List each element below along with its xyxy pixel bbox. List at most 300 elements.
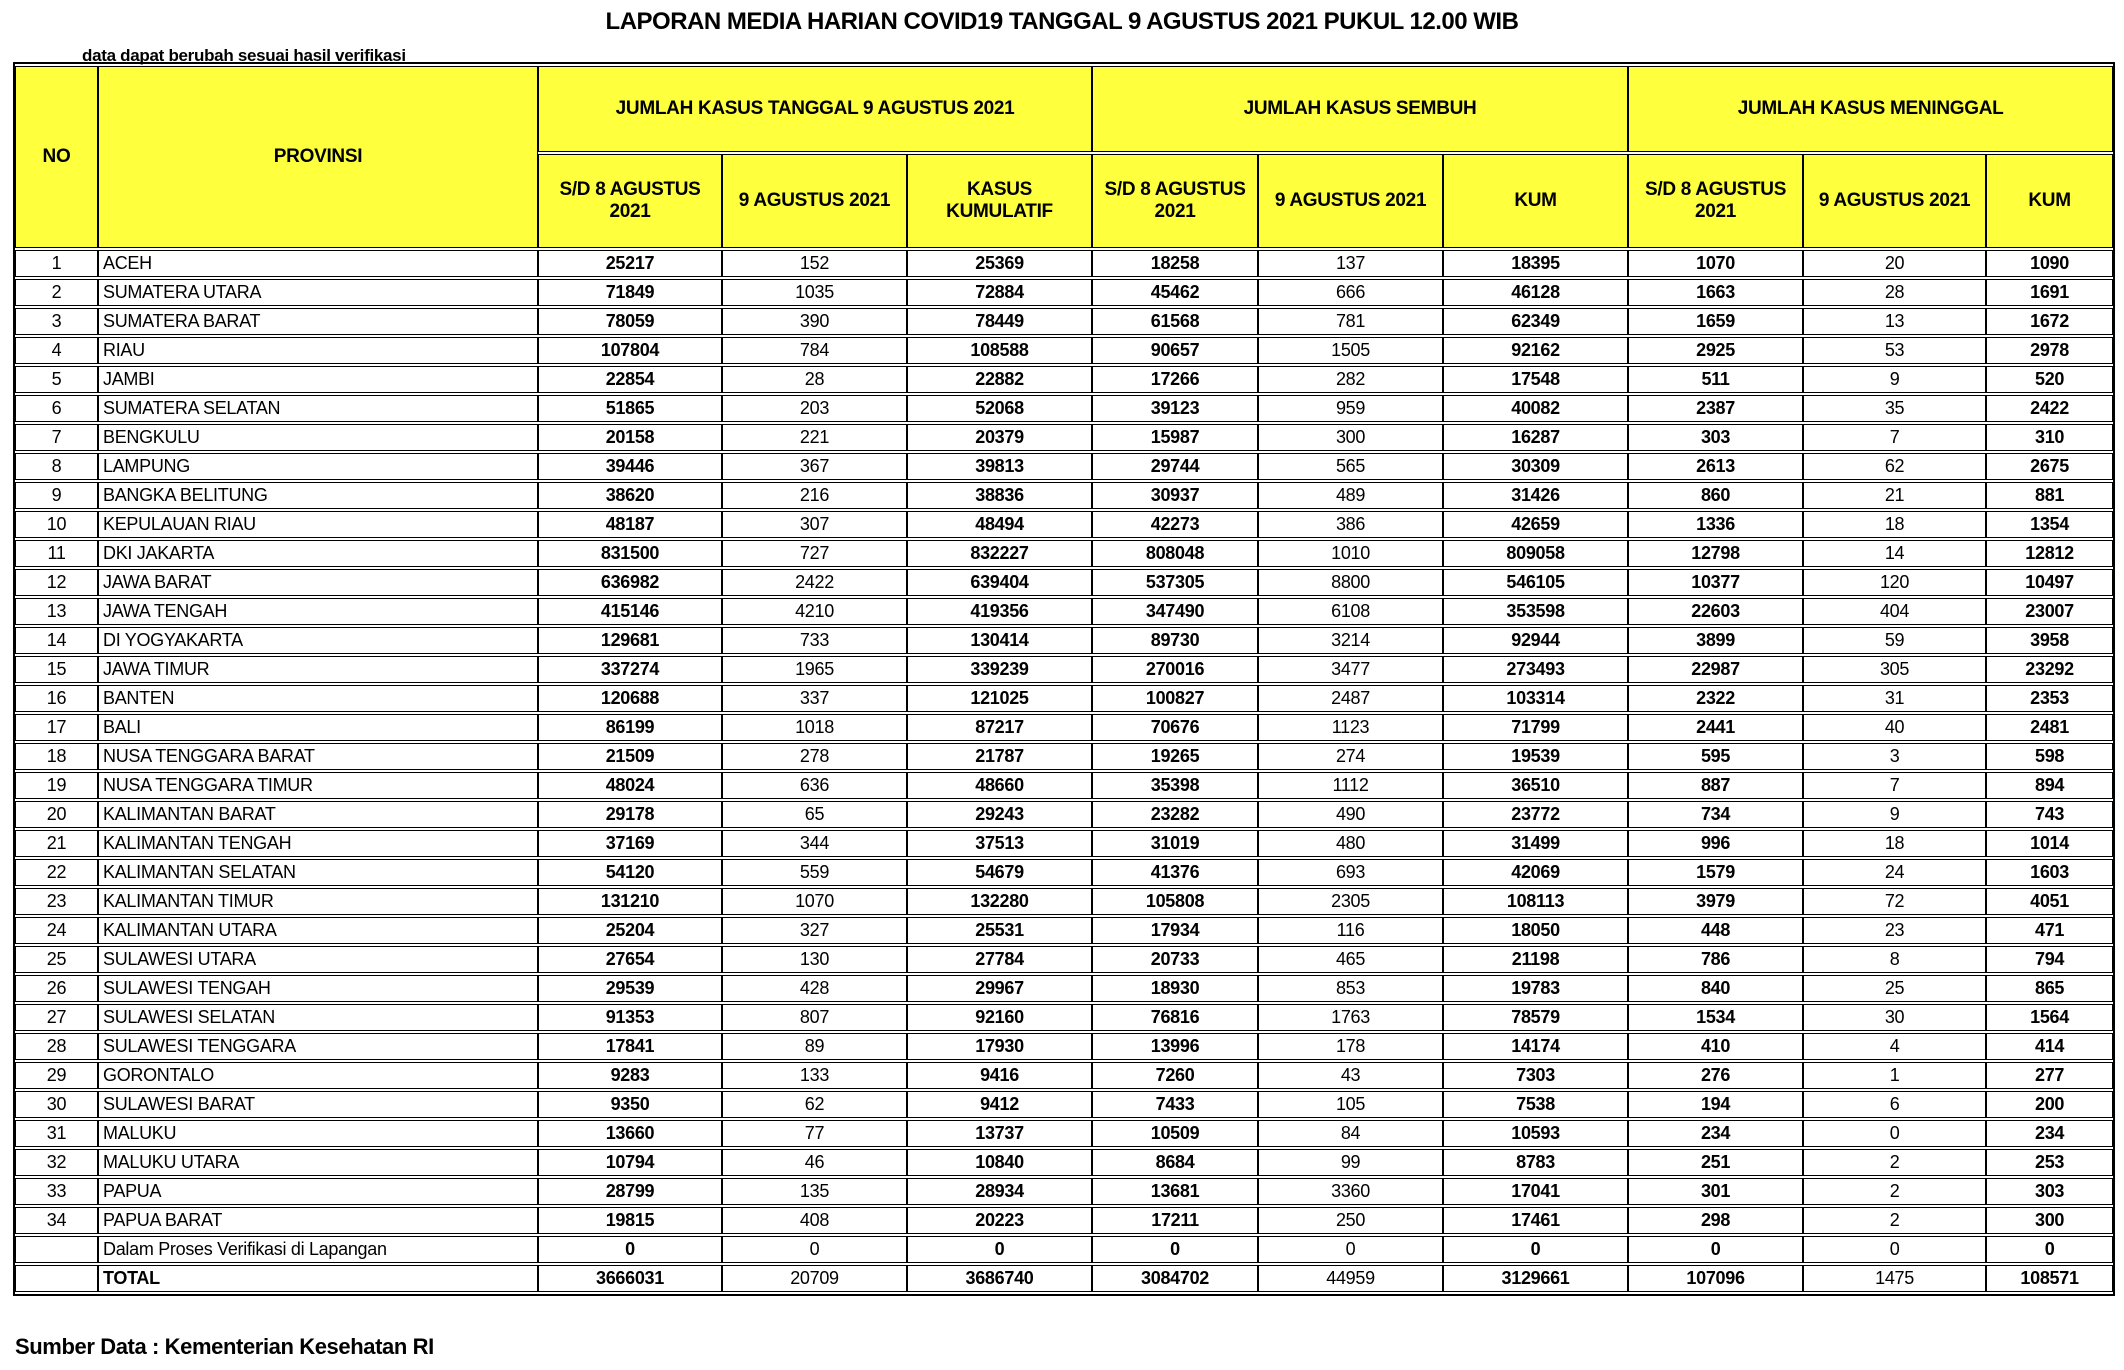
value-cell: 1663 bbox=[1628, 279, 1803, 306]
value-cell: 2978 bbox=[1986, 337, 2113, 364]
value-cell: 89 bbox=[722, 1033, 907, 1060]
value-cell: 28 bbox=[722, 366, 907, 393]
table-row bbox=[15, 569, 2113, 596]
value-cell: 0 bbox=[1258, 1236, 1443, 1263]
value-cell: 282 bbox=[1258, 366, 1443, 393]
table-row bbox=[15, 1120, 2113, 1147]
row-number: 23 bbox=[15, 888, 98, 915]
table-row bbox=[15, 1207, 2113, 1234]
header-group-meninggal: JUMLAH KASUS MENINGGAL bbox=[1628, 66, 2113, 152]
value-cell: 781 bbox=[1258, 308, 1443, 335]
value-cell: 4051 bbox=[1986, 888, 2113, 915]
value-cell: 546105 bbox=[1443, 569, 1628, 596]
table-row bbox=[15, 975, 2113, 1002]
value-cell: 733 bbox=[722, 627, 907, 654]
province-name: LAMPUNG bbox=[98, 453, 538, 480]
row-number: 3 bbox=[15, 308, 98, 335]
value-cell: 52068 bbox=[907, 395, 1092, 422]
value-cell: 419356 bbox=[907, 598, 1092, 625]
value-cell: 22882 bbox=[907, 366, 1092, 393]
header-sembuh-sd-8-agustus: S/D 8 AGUSTUS 2021 bbox=[1092, 154, 1258, 248]
table-row bbox=[15, 714, 2113, 741]
value-cell: 36510 bbox=[1443, 772, 1628, 799]
value-cell: 17211 bbox=[1092, 1207, 1258, 1234]
value-cell: 20709 bbox=[722, 1265, 907, 1292]
value-cell: 78579 bbox=[1443, 1004, 1628, 1031]
province-name: RIAU bbox=[98, 337, 538, 364]
value-cell: 29744 bbox=[1092, 453, 1258, 480]
value-cell: 9 bbox=[1803, 366, 1986, 393]
row-number: 24 bbox=[15, 917, 98, 944]
value-cell: 99 bbox=[1258, 1149, 1443, 1176]
value-cell: 2387 bbox=[1628, 395, 1803, 422]
value-cell: 996 bbox=[1628, 830, 1803, 857]
row-number: 28 bbox=[15, 1033, 98, 1060]
value-cell: 7303 bbox=[1443, 1062, 1628, 1089]
value-cell: 31019 bbox=[1092, 830, 1258, 857]
province-name: DKI JAKARTA bbox=[98, 540, 538, 567]
value-cell: 1018 bbox=[722, 714, 907, 741]
value-cell: 2487 bbox=[1258, 685, 1443, 712]
value-cell: 339239 bbox=[907, 656, 1092, 683]
value-cell: 46128 bbox=[1443, 279, 1628, 306]
value-cell: 20379 bbox=[907, 424, 1092, 451]
value-cell: 14174 bbox=[1443, 1033, 1628, 1060]
value-cell: 307 bbox=[722, 511, 907, 538]
value-cell: 30 bbox=[1803, 1004, 1986, 1031]
value-cell: 152 bbox=[722, 250, 907, 277]
value-cell: 1090 bbox=[1986, 250, 2113, 277]
value-cell: 28 bbox=[1803, 279, 1986, 306]
value-cell: 18395 bbox=[1443, 250, 1628, 277]
value-cell: 31426 bbox=[1443, 482, 1628, 509]
value-cell: 860 bbox=[1628, 482, 1803, 509]
value-cell: 727 bbox=[722, 540, 907, 567]
row-number: 2 bbox=[15, 279, 98, 306]
value-cell: 367 bbox=[722, 453, 907, 480]
value-cell: 337 bbox=[722, 685, 907, 712]
value-cell: 3899 bbox=[1628, 627, 1803, 654]
value-cell: 35398 bbox=[1092, 772, 1258, 799]
value-cell: 1354 bbox=[1986, 511, 2113, 538]
table-body bbox=[15, 250, 2113, 1292]
value-cell: 40 bbox=[1803, 714, 1986, 741]
value-cell: 786 bbox=[1628, 946, 1803, 973]
value-cell: 23292 bbox=[1986, 656, 2113, 683]
value-cell: 15987 bbox=[1092, 424, 1258, 451]
value-cell: 2 bbox=[1803, 1149, 1986, 1176]
table-row bbox=[15, 250, 2113, 277]
value-cell: 71849 bbox=[538, 279, 722, 306]
value-cell: 21198 bbox=[1443, 946, 1628, 973]
row-number bbox=[15, 1265, 98, 1292]
value-cell: 3129661 bbox=[1443, 1265, 1628, 1292]
value-cell: 832227 bbox=[907, 540, 1092, 567]
value-cell: 1035 bbox=[722, 279, 907, 306]
table-row bbox=[15, 946, 2113, 973]
value-cell: 18050 bbox=[1443, 917, 1628, 944]
value-cell: 14 bbox=[1803, 540, 1986, 567]
value-cell: 108588 bbox=[907, 337, 1092, 364]
value-cell: 894 bbox=[1986, 772, 2113, 799]
value-cell: 1579 bbox=[1628, 859, 1803, 886]
value-cell: 54679 bbox=[907, 859, 1092, 886]
value-cell: 84 bbox=[1258, 1120, 1443, 1147]
row-number: 15 bbox=[15, 656, 98, 683]
value-cell: 7 bbox=[1803, 424, 1986, 451]
value-cell: 13 bbox=[1803, 308, 1986, 335]
province-name: GORONTALO bbox=[98, 1062, 538, 1089]
value-cell: 78059 bbox=[538, 308, 722, 335]
value-cell: 537305 bbox=[1092, 569, 1258, 596]
value-cell: 2353 bbox=[1986, 685, 2113, 712]
value-cell: 21 bbox=[1803, 482, 1986, 509]
value-cell: 305 bbox=[1803, 656, 1986, 683]
value-cell: 39813 bbox=[907, 453, 1092, 480]
row-number: 10 bbox=[15, 511, 98, 538]
value-cell: 62 bbox=[1803, 453, 1986, 480]
table-row bbox=[15, 1004, 2113, 1031]
value-cell: 17841 bbox=[538, 1033, 722, 1060]
data-source-note: Sumber Data : Kementerian Kesehatan RI bbox=[15, 1334, 434, 1359]
province-name: SUMATERA BARAT bbox=[98, 308, 538, 335]
value-cell: 131210 bbox=[538, 888, 722, 915]
value-cell: 17930 bbox=[907, 1033, 1092, 1060]
value-cell: 0 bbox=[1628, 1236, 1803, 1263]
table-row bbox=[15, 1178, 2113, 1205]
value-cell: 135 bbox=[722, 1178, 907, 1205]
value-cell: 37513 bbox=[907, 830, 1092, 857]
province-name: SULAWESI SELATAN bbox=[98, 1004, 538, 1031]
value-cell: 20 bbox=[1803, 250, 1986, 277]
value-cell: 743 bbox=[1986, 801, 2113, 828]
table-header bbox=[15, 66, 2113, 248]
value-cell: 1070 bbox=[1628, 250, 1803, 277]
value-cell: 59 bbox=[1803, 627, 1986, 654]
value-cell: 23772 bbox=[1443, 801, 1628, 828]
table-row bbox=[15, 859, 2113, 886]
value-cell: 559 bbox=[722, 859, 907, 886]
table-row bbox=[15, 511, 2113, 538]
value-cell: 19265 bbox=[1092, 743, 1258, 770]
value-cell: 6108 bbox=[1258, 598, 1443, 625]
value-cell: 92160 bbox=[907, 1004, 1092, 1031]
province-name: JAMBI bbox=[98, 366, 538, 393]
table-row bbox=[15, 685, 2113, 712]
province-name: SULAWESI TENGGARA bbox=[98, 1033, 538, 1060]
value-cell: 17934 bbox=[1092, 917, 1258, 944]
header-kasus-kumulatif: KASUS KUMULATIF bbox=[907, 154, 1092, 248]
value-cell: 72884 bbox=[907, 279, 1092, 306]
value-cell: 39446 bbox=[538, 453, 722, 480]
value-cell: 1014 bbox=[1986, 830, 2113, 857]
value-cell: 3666031 bbox=[538, 1265, 722, 1292]
value-cell: 130 bbox=[722, 946, 907, 973]
value-cell: 13737 bbox=[907, 1120, 1092, 1147]
value-cell: 22854 bbox=[538, 366, 722, 393]
value-cell: 29539 bbox=[538, 975, 722, 1002]
value-cell: 2 bbox=[1803, 1178, 1986, 1205]
row-number: 6 bbox=[15, 395, 98, 422]
row-number: 27 bbox=[15, 1004, 98, 1031]
value-cell: 2305 bbox=[1258, 888, 1443, 915]
value-cell: 0 bbox=[1986, 1236, 2113, 1263]
table-row bbox=[15, 1062, 2113, 1089]
value-cell: 881 bbox=[1986, 482, 2113, 509]
province-name: JAWA BARAT bbox=[98, 569, 538, 596]
value-cell: 120 bbox=[1803, 569, 1986, 596]
value-cell: 353598 bbox=[1443, 598, 1628, 625]
value-cell: 6 bbox=[1803, 1091, 1986, 1118]
value-cell: 90657 bbox=[1092, 337, 1258, 364]
value-cell: 0 bbox=[1092, 1236, 1258, 1263]
value-cell: 9350 bbox=[538, 1091, 722, 1118]
value-cell: 489 bbox=[1258, 482, 1443, 509]
value-cell: 808048 bbox=[1092, 540, 1258, 567]
value-cell: 12798 bbox=[1628, 540, 1803, 567]
value-cell: 48024 bbox=[538, 772, 722, 799]
value-cell: 27654 bbox=[538, 946, 722, 973]
value-cell: 404 bbox=[1803, 598, 1986, 625]
row-number: 4 bbox=[15, 337, 98, 364]
value-cell: 1659 bbox=[1628, 308, 1803, 335]
value-cell: 28934 bbox=[907, 1178, 1092, 1205]
row-number: 30 bbox=[15, 1091, 98, 1118]
value-cell: 1010 bbox=[1258, 540, 1443, 567]
row-number: 34 bbox=[15, 1207, 98, 1234]
value-cell: 3360 bbox=[1258, 1178, 1443, 1205]
value-cell: 7538 bbox=[1443, 1091, 1628, 1118]
province-name: KALIMANTAN TENGAH bbox=[98, 830, 538, 857]
row-number: 14 bbox=[15, 627, 98, 654]
value-cell: 598 bbox=[1986, 743, 2113, 770]
value-cell: 0 bbox=[1443, 1236, 1628, 1263]
row-number: 5 bbox=[15, 366, 98, 393]
value-cell: 1534 bbox=[1628, 1004, 1803, 1031]
value-cell: 1763 bbox=[1258, 1004, 1443, 1031]
province-name: JAWA TIMUR bbox=[98, 656, 538, 683]
value-cell: 51865 bbox=[538, 395, 722, 422]
value-cell: 18930 bbox=[1092, 975, 1258, 1002]
value-cell: 23 bbox=[1803, 917, 1986, 944]
value-cell: 480 bbox=[1258, 830, 1443, 857]
row-number: 13 bbox=[15, 598, 98, 625]
value-cell: 45462 bbox=[1092, 279, 1258, 306]
value-cell: 887 bbox=[1628, 772, 1803, 799]
province-name: KALIMANTAN SELATAN bbox=[98, 859, 538, 886]
value-cell: 274 bbox=[1258, 743, 1443, 770]
row-number: 22 bbox=[15, 859, 98, 886]
row-number: 21 bbox=[15, 830, 98, 857]
value-cell: 666 bbox=[1258, 279, 1443, 306]
value-cell: 216 bbox=[722, 482, 907, 509]
value-cell: 234 bbox=[1986, 1120, 2113, 1147]
value-cell: 4 bbox=[1803, 1033, 1986, 1060]
value-cell: 42069 bbox=[1443, 859, 1628, 886]
header-provinsi: PROVINSI bbox=[98, 66, 538, 248]
value-cell: 31499 bbox=[1443, 830, 1628, 857]
value-cell: 92944 bbox=[1443, 627, 1628, 654]
value-cell: 298 bbox=[1628, 1207, 1803, 1234]
province-name: SULAWESI TENGAH bbox=[98, 975, 538, 1002]
value-cell: 1672 bbox=[1986, 308, 2113, 335]
table-row bbox=[15, 540, 2113, 567]
value-cell: 234 bbox=[1628, 1120, 1803, 1147]
value-cell: 86199 bbox=[538, 714, 722, 741]
value-cell: 203 bbox=[722, 395, 907, 422]
value-cell: 100827 bbox=[1092, 685, 1258, 712]
disclaimer-note: data dapat berubah sesuai hasil verifikasi bbox=[82, 46, 406, 65]
row-number: 31 bbox=[15, 1120, 98, 1147]
value-cell: 344 bbox=[722, 830, 907, 857]
value-cell: 448 bbox=[1628, 917, 1803, 944]
value-cell: 10497 bbox=[1986, 569, 2113, 596]
value-cell: 276 bbox=[1628, 1062, 1803, 1089]
value-cell: 107804 bbox=[538, 337, 722, 364]
province-name: NUSA TENGGARA BARAT bbox=[98, 743, 538, 770]
header-meninggal-kum: KUM bbox=[1986, 154, 2113, 248]
value-cell: 37169 bbox=[538, 830, 722, 857]
value-cell: 105 bbox=[1258, 1091, 1443, 1118]
province-name: SUMATERA UTARA bbox=[98, 279, 538, 306]
value-cell: 1475 bbox=[1803, 1265, 1986, 1292]
province-name: BALI bbox=[98, 714, 538, 741]
value-cell: 1 bbox=[1803, 1062, 1986, 1089]
value-cell: 853 bbox=[1258, 975, 1443, 1002]
value-cell: 414 bbox=[1986, 1033, 2113, 1060]
province-name: KALIMANTAN BARAT bbox=[98, 801, 538, 828]
row-number bbox=[15, 1236, 98, 1263]
value-cell: 2481 bbox=[1986, 714, 2113, 741]
value-cell: 959 bbox=[1258, 395, 1443, 422]
value-cell: 23282 bbox=[1092, 801, 1258, 828]
value-cell: 565 bbox=[1258, 453, 1443, 480]
value-cell: 0 bbox=[907, 1236, 1092, 1263]
province-name: JAWA TENGAH bbox=[98, 598, 538, 625]
value-cell: 0 bbox=[538, 1236, 722, 1263]
row-number: 20 bbox=[15, 801, 98, 828]
header-sembuh-9-agustus: 9 AGUSTUS 2021 bbox=[1258, 154, 1443, 248]
table-row bbox=[15, 279, 2113, 306]
value-cell: 1123 bbox=[1258, 714, 1443, 741]
total-row bbox=[15, 1265, 2113, 1292]
value-cell: 28799 bbox=[538, 1178, 722, 1205]
value-cell: 43 bbox=[1258, 1062, 1443, 1089]
value-cell: 3958 bbox=[1986, 627, 2113, 654]
value-cell: 29967 bbox=[907, 975, 1092, 1002]
value-cell: 8 bbox=[1803, 946, 1986, 973]
value-cell: 1564 bbox=[1986, 1004, 2113, 1031]
value-cell: 301 bbox=[1628, 1178, 1803, 1205]
value-cell: 0 bbox=[1803, 1236, 1986, 1263]
value-cell: 17041 bbox=[1443, 1178, 1628, 1205]
table-row bbox=[15, 395, 2113, 422]
value-cell: 103314 bbox=[1443, 685, 1628, 712]
value-cell: 13681 bbox=[1092, 1178, 1258, 1205]
value-cell: 7 bbox=[1803, 772, 1986, 799]
row-number: 1 bbox=[15, 250, 98, 277]
value-cell: 89730 bbox=[1092, 627, 1258, 654]
value-cell: 20733 bbox=[1092, 946, 1258, 973]
row-number: 12 bbox=[15, 569, 98, 596]
value-cell: 8800 bbox=[1258, 569, 1443, 596]
value-cell: 636982 bbox=[538, 569, 722, 596]
value-cell: 221 bbox=[722, 424, 907, 451]
value-cell: 831500 bbox=[538, 540, 722, 567]
value-cell: 76816 bbox=[1092, 1004, 1258, 1031]
value-cell: 17548 bbox=[1443, 366, 1628, 393]
province-name: KALIMANTAN UTARA bbox=[98, 917, 538, 944]
value-cell: 30937 bbox=[1092, 482, 1258, 509]
value-cell: 25531 bbox=[907, 917, 1092, 944]
row-number: 17 bbox=[15, 714, 98, 741]
value-cell: 25217 bbox=[538, 250, 722, 277]
value-cell: 4210 bbox=[722, 598, 907, 625]
value-cell: 2422 bbox=[1986, 395, 2113, 422]
value-cell: 62349 bbox=[1443, 308, 1628, 335]
province-name: NUSA TENGGARA TIMUR bbox=[98, 772, 538, 799]
table-row bbox=[15, 337, 2113, 364]
value-cell: 1603 bbox=[1986, 859, 2113, 886]
table-row bbox=[15, 801, 2113, 828]
value-cell: 38836 bbox=[907, 482, 1092, 509]
province-name: BENGKULU bbox=[98, 424, 538, 451]
value-cell: 636 bbox=[722, 772, 907, 799]
value-cell: 1691 bbox=[1986, 279, 2113, 306]
value-cell: 17266 bbox=[1092, 366, 1258, 393]
value-cell: 40082 bbox=[1443, 395, 1628, 422]
value-cell: 3979 bbox=[1628, 888, 1803, 915]
value-cell: 30309 bbox=[1443, 453, 1628, 480]
value-cell: 278 bbox=[722, 743, 907, 770]
value-cell: 27784 bbox=[907, 946, 1092, 973]
province-name: BANGKA BELITUNG bbox=[98, 482, 538, 509]
value-cell: 18 bbox=[1803, 830, 1986, 857]
value-cell: 8783 bbox=[1443, 1149, 1628, 1176]
value-cell: 70676 bbox=[1092, 714, 1258, 741]
value-cell: 53 bbox=[1803, 337, 1986, 364]
value-cell: 107096 bbox=[1628, 1265, 1803, 1292]
value-cell: 693 bbox=[1258, 859, 1443, 886]
table-row bbox=[15, 917, 2113, 944]
value-cell: 734 bbox=[1628, 801, 1803, 828]
row-number: 11 bbox=[15, 540, 98, 567]
value-cell: 3686740 bbox=[907, 1265, 1092, 1292]
value-cell: 0 bbox=[722, 1236, 907, 1263]
value-cell: 20158 bbox=[538, 424, 722, 451]
value-cell: 25204 bbox=[538, 917, 722, 944]
value-cell: 3477 bbox=[1258, 656, 1443, 683]
value-cell: 300 bbox=[1258, 424, 1443, 451]
table-row bbox=[15, 656, 2113, 683]
value-cell: 42273 bbox=[1092, 511, 1258, 538]
value-cell: 865 bbox=[1986, 975, 2113, 1002]
value-cell: 408 bbox=[722, 1207, 907, 1234]
value-cell: 428 bbox=[722, 975, 907, 1002]
value-cell: 300 bbox=[1986, 1207, 2113, 1234]
value-cell: 120688 bbox=[538, 685, 722, 712]
table-row bbox=[15, 453, 2113, 480]
table-row bbox=[15, 1236, 2113, 1263]
province-name: PAPUA BARAT bbox=[98, 1207, 538, 1234]
header-meninggal-sd-8-agustus: S/D 8 AGUSTUS 2021 bbox=[1628, 154, 1803, 248]
header-group-kasus: JUMLAH KASUS TANGGAL 9 AGUSTUS 2021 bbox=[538, 66, 1092, 152]
value-cell: 48660 bbox=[907, 772, 1092, 799]
province-name: SULAWESI BARAT bbox=[98, 1091, 538, 1118]
value-cell: 2322 bbox=[1628, 685, 1803, 712]
province-name: TOTAL bbox=[98, 1265, 538, 1292]
province-name: Dalam Proses Verifikasi di Lapangan bbox=[98, 1236, 538, 1263]
